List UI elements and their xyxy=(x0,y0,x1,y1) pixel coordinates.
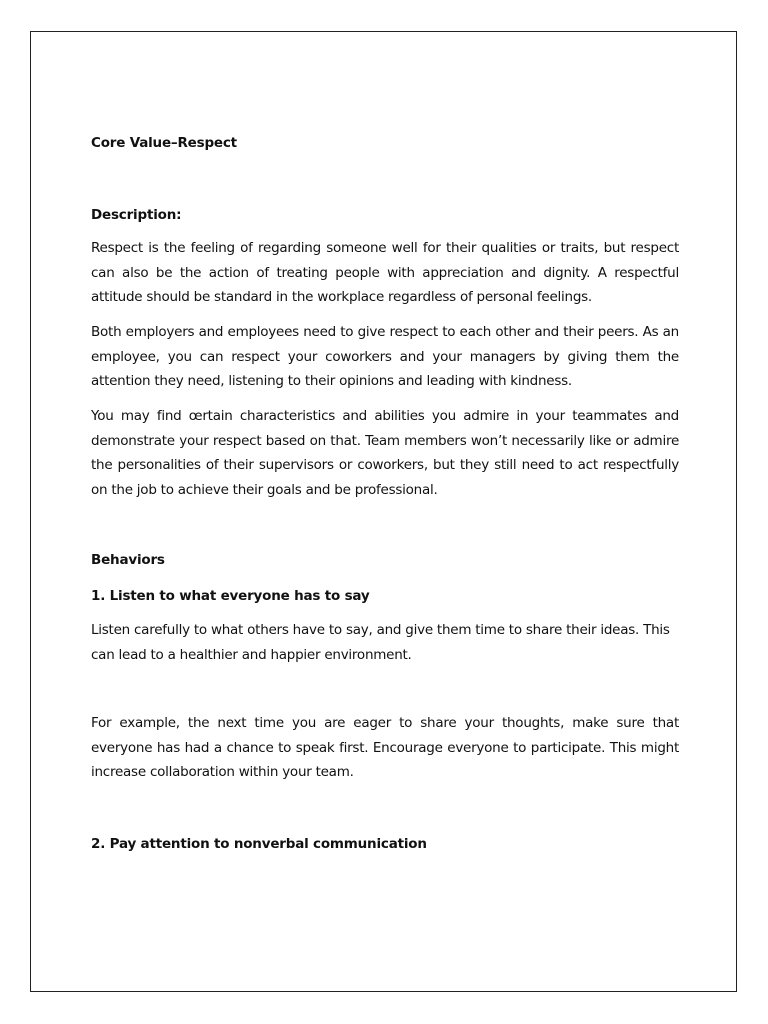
description-paragraph-3: You may find œrtain characteristics and abilities you admire in your teammates and demonstrate your respect based on that. Team members won’t necessarily like or admire the personalities of their supervisors or coworkers, but they still need to act respectfully on the job to achieve their goals and be professional. xyxy=(91,408,679,498)
behavior-2-heading: 2. Pay attention to nonverbal communication xyxy=(91,836,427,852)
behaviors-heading: Behaviors xyxy=(91,552,165,568)
behavior-1-paragraph-2: For example, the next time you are eager to share your thoughts, make sure that everyone has had a chance to speak first. Encourage everyone to participate. This might increase collaboration within your team. xyxy=(91,715,679,780)
behavior-1-heading: 1. Listen to what everyone has to say xyxy=(91,588,370,604)
document-page xyxy=(30,31,737,992)
description-paragraph-1: Respect is the feeling of regarding someone well for their qualities or traits, but respect can also be the action of treating people with appreciation and dignity. A respectful attitude should be standard in the workplace regardless of personal feelings. xyxy=(91,240,679,305)
description-heading: Description: xyxy=(91,207,182,223)
behavior-1-paragraph-1: Listen carefully to what others have to say, and give them time to share their ideas. This can lead to a healthier and happier environment. xyxy=(91,622,670,663)
description-paragraph-2: Both employers and employees need to give respect to each other and their peers. As an employee, you can respect your coworkers and your managers by giving them the attention they need, listening to their opinions and leading with kindness. xyxy=(91,324,679,389)
document-title: Core Value–Respect xyxy=(91,135,237,151)
